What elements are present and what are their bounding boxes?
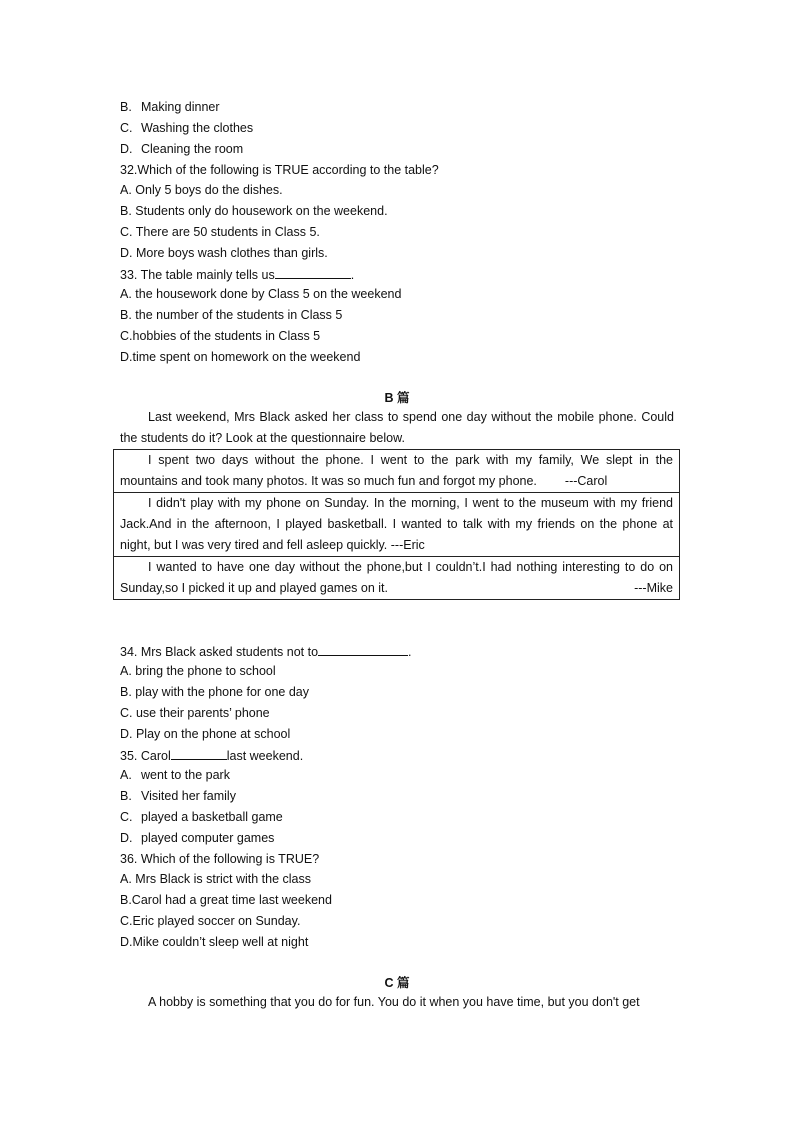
q33-stem-end: . xyxy=(350,268,355,282)
answer-blank xyxy=(275,266,351,279)
q34-option-a: A. bring the phone to school xyxy=(120,664,276,678)
option-letter: D. xyxy=(120,142,133,156)
option-letter: C. xyxy=(120,810,133,824)
option-text: Washing the clothes xyxy=(141,121,254,135)
q35-option-a xyxy=(120,767,230,783)
q31-option-c xyxy=(120,120,253,136)
answer-blank xyxy=(171,747,227,760)
answer-blank xyxy=(318,643,408,656)
q36-option-c: C.Eric played soccer on Sunday. xyxy=(120,914,301,928)
option-text: played a basketball game xyxy=(141,810,283,824)
q35-stem xyxy=(120,747,303,764)
questionnaire-signature: ---Eric xyxy=(390,538,425,552)
q34-option-b: B. play with the phone for one day xyxy=(120,685,310,699)
q34-option-c: C. use their parents’ phone xyxy=(120,706,270,720)
q31-option-d xyxy=(120,141,243,157)
option-letter: A. xyxy=(120,768,132,782)
questionnaire-table xyxy=(113,449,680,600)
q33-option-d: D.time spent on homework on the weekend xyxy=(120,350,361,364)
q32-stem: 32.Which of the following is TRUE according to the table? xyxy=(120,163,439,177)
q35-stem-text: 35. Carol xyxy=(120,749,171,763)
questionnaire-row-mike xyxy=(114,557,679,599)
q32-option-a: A. Only 5 boys do the dishes. xyxy=(120,183,283,197)
option-text: Making dinner xyxy=(141,100,220,114)
q32-option-c: C. There are 50 students in Class 5. xyxy=(120,225,320,239)
q33-option-b: B. the number of the students in Class 5 xyxy=(120,308,343,322)
questionnaire-signature: ---Carol xyxy=(564,474,608,488)
q35-option-c xyxy=(120,809,283,825)
q36-option-d: D.Mike couldn’t sleep well at night xyxy=(120,935,309,949)
questionnaire-text: I didn't play with my phone on Sunday. In the morning, I went to the museum with my friend Jack.And in the afternoon, I played basketball. I wanted to talk with my friends on the phone at night, but I was very tired and fell asleep quickly. xyxy=(120,496,673,552)
part-c-intro: A hobby is something that you do for fun. You do it when you have time, but you don't get xyxy=(148,995,640,1009)
q36-option-a: A. Mrs Black is strict with the class xyxy=(120,872,312,886)
q32-option-b: B. Students only do housework on the weekend. xyxy=(120,204,388,218)
option-text: Cleaning the room xyxy=(141,142,244,156)
option-text: played computer games xyxy=(141,831,275,845)
q35-option-b xyxy=(120,788,236,804)
option-text: went to the park xyxy=(141,768,230,782)
questionnaire-signature: ---Mike xyxy=(634,581,673,595)
q33-option-c: C.hobbies of the students in Class 5 xyxy=(120,329,321,343)
option-letter: C. xyxy=(120,121,133,135)
q34-stem-text: 34. Mrs Black asked students not to xyxy=(120,645,319,659)
q36-option-b: B.Carol had a great time last weekend xyxy=(120,893,332,907)
option-text: Visited her family xyxy=(141,789,236,803)
option-letter: B. xyxy=(120,789,132,803)
part-b-intro: Last weekend, Mrs Black asked her class to spend one day without the mobile phone. Could the students do it? Look at the questionnaire below. xyxy=(120,410,674,445)
q31-option-b xyxy=(120,99,220,115)
q35-stem-end: last weekend. xyxy=(226,749,304,763)
part-c-heading: C 篇 xyxy=(384,976,410,990)
q33-stem xyxy=(120,266,354,283)
q33-stem-text: 33. The table mainly tells us xyxy=(120,268,275,282)
option-letter: D. xyxy=(120,831,133,845)
q34-stem-end: . xyxy=(408,645,412,659)
q34-stem xyxy=(120,643,412,660)
q36-stem: 36. Which of the following is TRUE? xyxy=(120,852,320,866)
q32-option-d: D. More boys wash clothes than girls. xyxy=(120,246,328,260)
questionnaire-row-carol xyxy=(114,450,679,493)
q35-option-d xyxy=(120,830,274,846)
option-letter: B. xyxy=(120,100,132,114)
questionnaire-text: I wanted to have one day without the phone,but I couldn’t.I had nothing interesting to do on Sunday,so I picked it up and played games on it. xyxy=(120,560,673,595)
questionnaire-text: I spent two days without the phone. I went to the park with my family, We slept in the mountains and took many photos. It was so much fun and forgot my phone. xyxy=(120,453,673,488)
part-b-heading: B 篇 xyxy=(384,391,410,405)
questionnaire-row-eric xyxy=(114,493,679,557)
q34-option-d: D. Play on the phone at school xyxy=(120,727,291,741)
q33-option-a: A. the housework done by Class 5 on the weekend xyxy=(120,287,402,301)
